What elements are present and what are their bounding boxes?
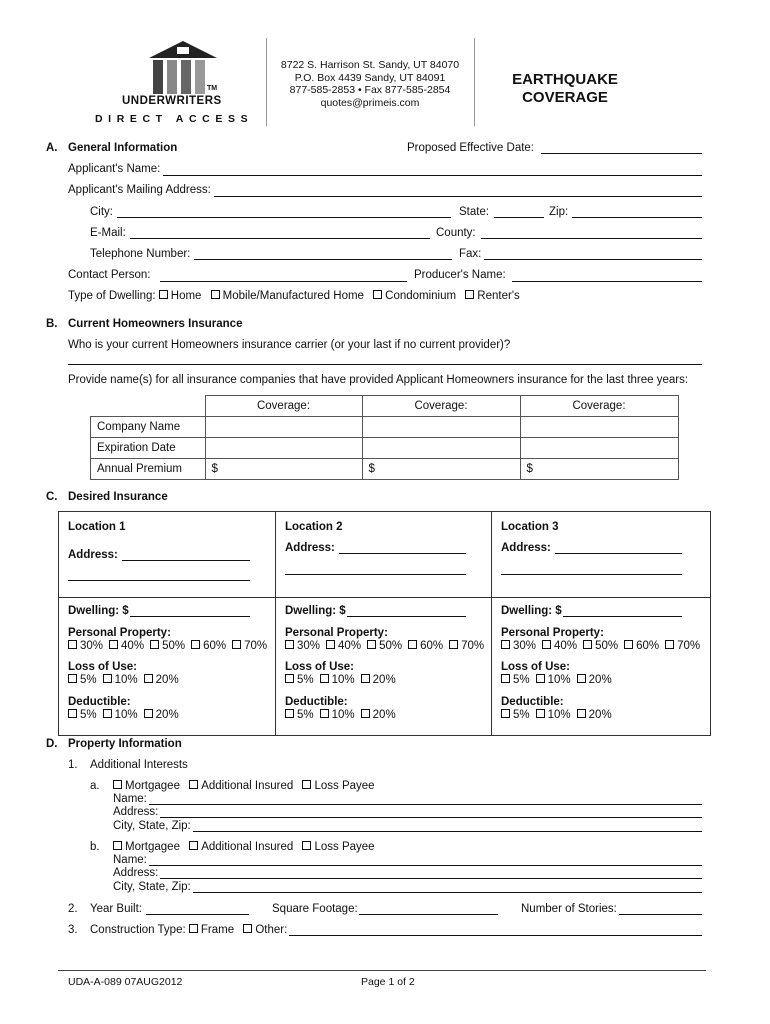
provide-companies-text: Provide name(s) for all insurance companies that have provided Applicant Homeowners insurance for the last three years: (68, 374, 689, 386)
location-1-title: Location 1 (68, 521, 126, 533)
expiration-cell[interactable] (362, 438, 520, 459)
checkbox-icon[interactable] (211, 290, 220, 299)
mortgagee-option[interactable]: Mortgagee (113, 841, 180, 853)
checkbox-icon[interactable] (536, 674, 545, 683)
location-2-column (275, 512, 492, 735)
location-1-column (59, 512, 275, 735)
checkbox-icon[interactable] (68, 640, 77, 649)
ded-option[interactable]: 5% (285, 709, 314, 721)
location-3-pp-label: Personal Property: (501, 627, 604, 639)
stories-label: Number of Stories: (521, 903, 617, 915)
checkbox-icon[interactable] (408, 640, 417, 649)
checkbox-icon[interactable] (449, 640, 458, 649)
item-3-number: 3. (68, 924, 78, 936)
interest-b-address-label: Address: (113, 867, 159, 879)
company-logo (95, 38, 255, 130)
page-number: Page 1 of 2 (361, 976, 415, 988)
location-3-lou-label: Loss of Use: (501, 661, 571, 673)
pp-option[interactable]: 40% (109, 640, 144, 652)
section-d-letter: D. (46, 738, 58, 750)
location-3-address-field-2[interactable] (501, 574, 682, 575)
additional-interests-label: Additional Interests (90, 759, 188, 771)
location-2-pp-label: Personal Property: (285, 627, 388, 639)
checkbox-icon[interactable] (285, 640, 294, 649)
ded-option[interactable]: 5% (68, 709, 97, 721)
checkbox-icon[interactable] (361, 674, 370, 683)
prior-insurers-table (90, 395, 679, 480)
applicant-name-label: Applicant's Name: (68, 163, 161, 175)
year-built-label: Year Built: (90, 903, 142, 915)
fax-field[interactable] (484, 259, 702, 260)
checkbox-icon[interactable] (285, 709, 294, 718)
location-2-dwelling-label: Dwelling: $ (285, 605, 346, 617)
premium-cell[interactable]: $ (520, 459, 678, 480)
company-name-cell[interactable] (520, 417, 678, 438)
lou-option[interactable]: 10% (320, 674, 355, 686)
ded-option[interactable]: 10% (320, 709, 355, 721)
interest-b-csz-field[interactable] (193, 892, 702, 893)
square-footage-label: Square Footage: (272, 903, 358, 915)
pp-option[interactable]: 70% (449, 640, 484, 652)
expiration-cell[interactable] (520, 438, 678, 459)
section-b-title: Current Homeowners Insurance (68, 318, 243, 330)
interest-a-address-field[interactable] (160, 817, 702, 818)
mailing-address-field[interactable] (214, 196, 702, 197)
interest-a-csz-label: City, State, Zip: (113, 820, 191, 832)
location-1-dwelling-field[interactable] (130, 616, 250, 617)
location-2-dwelling-field[interactable] (347, 616, 466, 617)
lou-option[interactable]: 20% (361, 674, 396, 686)
mailing-address-label: Applicant's Mailing Address: (68, 184, 211, 196)
other-option[interactable]: Other: (243, 924, 287, 936)
checkbox-icon[interactable] (144, 709, 153, 718)
interest-b-address-field[interactable] (160, 878, 702, 879)
checkbox-icon[interactable] (68, 709, 77, 718)
ded-option[interactable]: 20% (144, 709, 179, 721)
interest-b-options (113, 841, 381, 853)
checkbox-icon[interactable] (465, 290, 474, 299)
pp-option[interactable]: 30% (68, 640, 103, 652)
pp-option[interactable]: 60% (191, 640, 226, 652)
interest-a-name-label: Name: (113, 793, 147, 805)
applicant-name-field[interactable] (163, 175, 702, 176)
county-label: County: (436, 227, 476, 239)
checkbox-icon[interactable] (159, 290, 168, 299)
interest-a-options (113, 780, 381, 792)
lou-option[interactable]: 20% (577, 674, 612, 686)
carrier-field[interactable] (68, 364, 702, 365)
interest-a-csz-field[interactable] (193, 831, 702, 832)
checkbox-icon[interactable] (501, 674, 510, 683)
location-2-address-field[interactable] (339, 553, 466, 554)
checkbox-icon[interactable] (542, 640, 551, 649)
table-row (91, 438, 679, 459)
location-3-address-label: Address: (501, 542, 551, 554)
lou-option[interactable]: 10% (103, 674, 138, 686)
location-1-deductible-label: Deductible: (68, 696, 131, 708)
checkbox-icon[interactable] (536, 709, 545, 718)
premium-cell[interactable]: $ (205, 459, 362, 480)
checkbox-icon[interactable] (501, 709, 510, 718)
carrier-question: Who is your current Homeowners insurance carrier (or your last if no current provider)? (68, 339, 511, 351)
zip-label: Zip: (549, 206, 569, 218)
logo-wordmark-underwriters: UNDERWRITERS (122, 95, 222, 107)
checkbox-icon[interactable] (144, 674, 153, 683)
coverage-header: Coverage: (362, 396, 520, 417)
location-1-lou-label: Loss of Use: (68, 661, 138, 673)
checkbox-icon[interactable] (103, 674, 112, 683)
interest-b-name-label: Name: (113, 854, 147, 866)
location-1-ded-options (68, 709, 185, 721)
company-name-cell[interactable] (362, 417, 520, 438)
checkbox-icon[interactable] (624, 640, 633, 649)
construction-type-row (90, 924, 293, 936)
table-row (91, 459, 679, 480)
interest-a-name-field[interactable] (149, 804, 702, 805)
checkbox-icon[interactable] (373, 290, 382, 299)
row-label-expiration: Expiration Date (91, 438, 206, 459)
coverage-header: Coverage: (520, 396, 678, 417)
table-row (91, 417, 679, 438)
ded-option[interactable]: 20% (577, 709, 612, 721)
location-1-lou-options (68, 674, 185, 686)
dwelling-mobile-option[interactable]: Mobile/Manufactured Home (211, 290, 364, 302)
fax-label: Fax: (459, 248, 482, 260)
phone-fax-line: 877-585-2853 • Fax 877-585-2854 (289, 84, 451, 96)
location-3-lou-options (501, 674, 618, 686)
location-2-deductible-label: Deductible: (285, 696, 348, 708)
sub-b-letter: b. (90, 841, 100, 853)
interest-b-csz-label: City, State, Zip: (113, 881, 191, 893)
additional-insured-option[interactable]: Additional Insured (189, 841, 293, 853)
lou-option[interactable]: 5% (501, 674, 530, 686)
pp-option[interactable]: 30% (501, 640, 536, 652)
ded-option[interactable]: 20% (361, 709, 396, 721)
section-b-letter: B. (46, 318, 58, 330)
lou-option[interactable]: 20% (144, 674, 179, 686)
coverage-header: Coverage: (205, 396, 362, 417)
address-line: 8722 S. Harrison St. Sandy, UT 84070 (280, 59, 460, 71)
desired-insurance-box (58, 511, 711, 736)
checkbox-icon[interactable] (103, 709, 112, 718)
checkbox-icon[interactable] (665, 640, 674, 649)
section-a-title: General Information (68, 142, 178, 154)
form-title: EARTHQUAKE COVERAGE (512, 71, 618, 106)
frame-option[interactable]: Frame (189, 924, 234, 936)
location-3-title: Location 3 (501, 521, 559, 533)
lou-option[interactable]: 5% (68, 674, 97, 686)
checkbox-icon[interactable] (243, 924, 252, 933)
checkbox-icon[interactable] (113, 841, 122, 850)
checkbox-icon[interactable] (367, 640, 376, 649)
location-2-address-field-2[interactable] (285, 574, 466, 575)
item-2-number: 2. (68, 903, 78, 915)
checkbox-icon[interactable] (320, 674, 329, 683)
table-header-row (91, 396, 679, 417)
location-3-dwelling-label: Dwelling: $ (501, 605, 562, 617)
location-2-pp-options (285, 640, 490, 652)
section-a-letter: A. (46, 142, 58, 154)
location-1-address-label: Address: (68, 549, 118, 561)
pp-option[interactable]: 70% (232, 640, 267, 652)
pp-option[interactable]: 50% (150, 640, 185, 652)
checkbox-icon[interactable] (189, 780, 198, 789)
state-label: State: (459, 206, 490, 218)
additional-insured-option[interactable]: Additional Insured (189, 780, 293, 792)
pp-option[interactable]: 70% (665, 640, 700, 652)
header-divider-right (474, 38, 475, 126)
ded-option[interactable]: 5% (501, 709, 530, 721)
email-field[interactable] (130, 238, 430, 239)
dwelling-condo-option[interactable]: Condominium (373, 290, 456, 302)
location-2-title: Location 2 (285, 521, 343, 533)
producer-name-label: Producer's Name: (414, 269, 506, 281)
location-3-dwelling-field[interactable] (563, 616, 682, 617)
location-3-address-field[interactable] (555, 553, 682, 554)
proposed-date-label: Proposed Effective Date: (407, 142, 534, 154)
pp-option[interactable]: 50% (583, 640, 618, 652)
interest-a-address-label: Address: (113, 806, 159, 818)
location-1-pp-label: Personal Property: (68, 627, 171, 639)
pp-option[interactable]: 60% (408, 640, 443, 652)
location-2-lou-options (285, 674, 402, 686)
checkbox-icon[interactable] (189, 841, 198, 850)
checkbox-icon[interactable] (189, 924, 198, 933)
section-d-title: Property Information (68, 738, 182, 750)
construction-type-label: Construction Type: (90, 924, 186, 936)
location-1-address-field-2[interactable] (68, 580, 250, 581)
sub-a-letter: a. (90, 780, 100, 792)
interest-b-name-field[interactable] (149, 865, 702, 866)
checkbox-icon[interactable] (113, 780, 122, 789)
contact-person-field[interactable] (160, 281, 407, 282)
form-id: UDA-A-089 07AUG2012 (68, 976, 183, 988)
location-1-pp-options (68, 640, 273, 652)
producer-name-field[interactable] (512, 281, 702, 282)
email-label: E-Mail: (90, 227, 126, 239)
checkbox-icon[interactable] (577, 674, 586, 683)
logo-tm: TM (207, 85, 218, 92)
item-1-number: 1. (68, 759, 78, 771)
logo-wordmark-direct-access: DIRECT ACCESS (95, 113, 254, 125)
location-2-ded-options (285, 709, 402, 721)
checkbox-icon[interactable] (361, 709, 370, 718)
square-footage-field[interactable] (359, 914, 498, 915)
checkbox-icon[interactable] (320, 709, 329, 718)
dwelling-type-row (68, 290, 526, 302)
expiration-cell[interactable] (205, 438, 362, 459)
dwelling-home-option[interactable]: Home (159, 290, 202, 302)
checkbox-icon[interactable] (109, 640, 118, 649)
dwelling-renters-option[interactable]: Renter's (465, 290, 519, 302)
loss-payee-option[interactable]: Loss Payee (302, 780, 374, 792)
location-3-pp-options (501, 640, 706, 652)
premium-cell[interactable]: $ (362, 459, 520, 480)
location-3-column (491, 512, 711, 735)
pp-option[interactable]: 50% (367, 640, 402, 652)
zip-field[interactable] (572, 217, 702, 218)
checkbox-icon[interactable] (232, 640, 241, 649)
telephone-label: Telephone Number: (90, 248, 191, 260)
location-2-lou-label: Loss of Use: (285, 661, 355, 673)
header-divider-left (266, 38, 267, 126)
year-built-field[interactable] (146, 914, 249, 915)
contact-person-label: Contact Person: (68, 269, 151, 281)
company-address (270, 59, 470, 109)
checkbox-icon[interactable] (302, 841, 311, 850)
pp-option[interactable]: 40% (542, 640, 577, 652)
checkbox-icon[interactable] (302, 780, 311, 789)
company-name-cell[interactable] (205, 417, 362, 438)
checkbox-icon[interactable] (285, 674, 294, 683)
section-c-letter: C. (46, 491, 58, 503)
pp-option[interactable]: 40% (326, 640, 361, 652)
email-line: quotes@primeis.com (320, 96, 420, 109)
lou-option[interactable]: 5% (285, 674, 314, 686)
footer-rule (58, 970, 706, 971)
checkbox-icon[interactable] (326, 640, 335, 649)
location-3-ded-options (501, 709, 618, 721)
address-line: P.O. Box 4439 Sandy, UT 84091 (294, 71, 446, 84)
stories-field[interactable] (619, 914, 702, 915)
state-field[interactable] (494, 217, 544, 218)
dwelling-type-label: Type of Dwelling: (68, 290, 156, 302)
checkbox-icon[interactable] (150, 640, 159, 649)
checkbox-icon[interactable] (191, 640, 200, 649)
section-c-title: Desired Insurance (68, 491, 168, 503)
ded-option[interactable]: 10% (536, 709, 571, 721)
pp-option[interactable]: 30% (285, 640, 320, 652)
construction-other-field[interactable] (289, 935, 702, 936)
checkbox-icon[interactable] (583, 640, 592, 649)
ded-option[interactable]: 10% (103, 709, 138, 721)
checkbox-icon[interactable] (68, 674, 77, 683)
row-label-premium: Annual Premium (91, 459, 206, 480)
county-field[interactable] (481, 238, 702, 239)
location-3-deductible-label: Deductible: (501, 696, 564, 708)
city-label: City: (90, 206, 113, 218)
location-1-dwelling-label: Dwelling: $ (68, 605, 129, 617)
pp-option[interactable]: 60% (624, 640, 659, 652)
proposed-date-field[interactable] (541, 153, 702, 154)
checkbox-icon[interactable] (501, 640, 510, 649)
mortgagee-option[interactable]: Mortgagee (113, 780, 180, 792)
checkbox-icon[interactable] (577, 709, 586, 718)
row-label-company: Company Name (91, 417, 206, 438)
location-1-address-field[interactable] (122, 560, 250, 561)
city-field[interactable] (117, 217, 451, 218)
loss-payee-option[interactable]: Loss Payee (302, 841, 374, 853)
telephone-field[interactable] (194, 259, 452, 260)
location-2-address-label: Address: (285, 542, 335, 554)
lou-option[interactable]: 10% (536, 674, 571, 686)
